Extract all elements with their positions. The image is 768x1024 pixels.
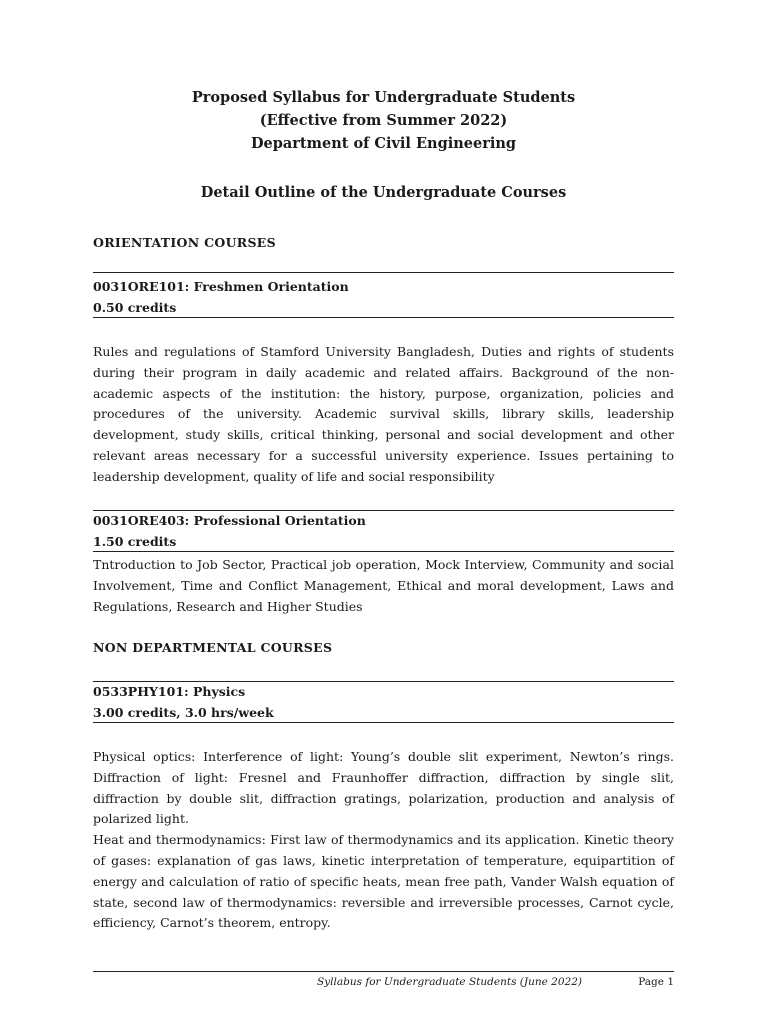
course-description	[93, 555, 674, 617]
course-code-title: 0031ORE101: Freshmen Orientation	[93, 279, 349, 294]
page-number: Page 1	[638, 976, 674, 988]
course-description-text: Physical optics: Interference of light: Young’s double slit experiment, Newton’s rings. Diffraction of light: Fresnel and Fraunhoffer diffraction, diffraction by single slit, diffraction by double slit, diffraction gratings, polarization, production and analysis of polarized light.	[93, 749, 674, 827]
course-credits: 3.00 credits, 3.0 hrs/week	[93, 705, 274, 720]
divider	[93, 272, 674, 273]
section-heading-non-departmental: NON DEPARTMENTAL COURSES	[93, 640, 333, 655]
course-credits: 1.50 credits	[93, 534, 177, 549]
section-heading-orientation: ORIENTATION COURSES	[93, 235, 276, 250]
course-code-title: 0533PHY101: Physics	[93, 684, 246, 699]
document-subtitle: Detail Outline of the Undergraduate Courses	[200, 184, 567, 201]
course-description	[93, 342, 674, 488]
document-title-block	[93, 86, 674, 155]
effective-date: (Effective from Summer 2022)	[259, 112, 508, 129]
course-credits: 0.50 credits	[93, 300, 177, 315]
course-description-text: Tntroduction to Job Sector, Practical job operation, Mock Interview, Community and social Involvement, Time and Conflict Management, Ethical and moral development, Laws and Regulations, Research and Higher Studies	[93, 557, 674, 614]
course-description-text: Rules and regulations of Stamford University Bangladesh, Duties and rights of students during their program in daily academic and related affairs. Background of the non-academic aspects of the institution: the history, purpose, organization, policies and procedures of the university. Academic survival skills, library skills, leadership development, study skills, critical thinking, personal and social development and other relevant areas necessary for a successful university experience. Issues pertaining to leadership development, quality of life and social responsibility	[93, 344, 674, 484]
course-code-title: 0031ORE403: Professional Orientation	[93, 513, 366, 528]
divider	[93, 510, 674, 511]
divider	[93, 551, 674, 552]
course-description	[93, 747, 674, 934]
footer-text: Syllabus for Undergraduate Students (June 2022)	[317, 976, 582, 988]
footer-divider	[93, 971, 674, 972]
document-title: Proposed Syllabus for Undergraduate Students	[191, 89, 576, 106]
department-name: Department of Civil Engineering	[250, 135, 517, 152]
divider	[93, 317, 674, 318]
course-description-text: Heat and thermodynamics: First law of thermodynamics and its application. Kinetic theory of gases: explanation of gas laws, kinetic interpretation of temperature, equipartition of energy and calculation of ratio of specific heats, mean free path, Vander Walsh equation of state, second law of thermodynamics: reversible and irreversible processes, Carnot cycle, efficiency, Carnot’s theorem, entropy.	[93, 832, 674, 931]
divider	[93, 722, 674, 723]
divider	[93, 681, 674, 682]
